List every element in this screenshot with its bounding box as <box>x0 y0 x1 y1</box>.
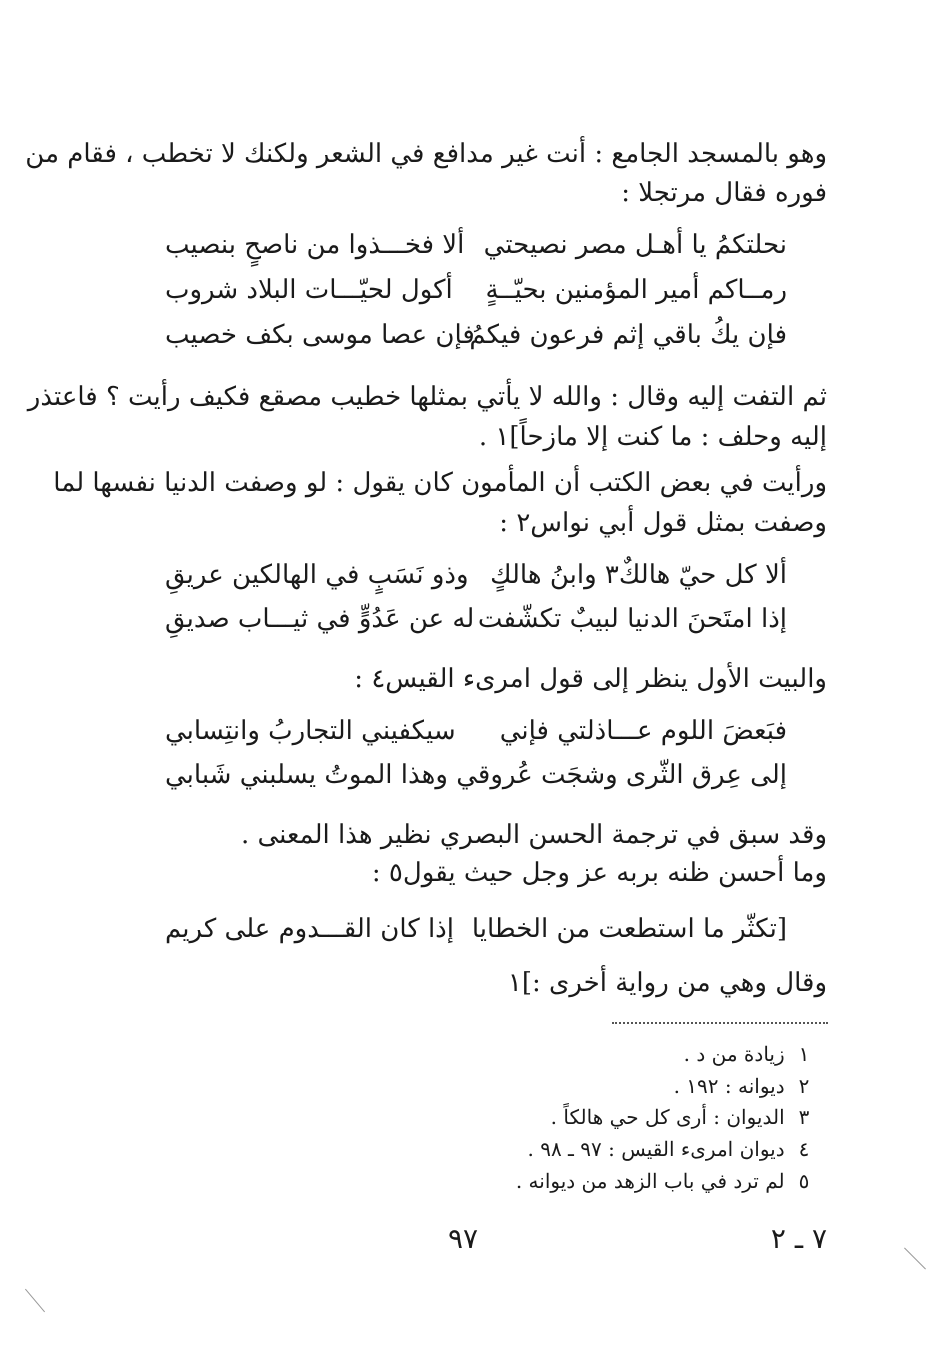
verse-hemistich: سيكفيني التجاربُ وانتِسابي <box>165 716 456 746</box>
page-number: ٩٧ <box>448 1222 479 1255</box>
footnote-number: ٥ <box>798 1169 810 1193</box>
verse-hemistich: فبَعضَ اللوم عـــاذلتي فإني <box>499 716 787 746</box>
footnote-text: ديوان امرىء القيس : ٩٧ ـ ٩٨ . <box>527 1137 785 1161</box>
verse-hemistich: وهذا الموتُ يسلبني شَبابي <box>165 760 448 790</box>
prose-line: وهو بالمسجد الجامع : أنت غير مدافع في الشعر ولكنك لا تخطب ، فقام من <box>25 139 827 169</box>
verse-hemistich: فإن عصا موسى بكف خصيب <box>165 320 475 350</box>
footnote-text: لم ترد في باب الزهد من ديوانه . <box>515 1169 785 1193</box>
footnote <box>516 1167 817 1195</box>
footnote-separator <box>612 1022 828 1024</box>
verse-hemistich: إلى عِرق الثّرى وشجَت عُروقي <box>456 760 787 790</box>
signature-mark: ٧ ـ ٢ <box>770 1222 827 1255</box>
prose-line: والبيت الأول ينظر إلى قول امرىء القيس٤ : <box>354 664 827 694</box>
footnote-number: ٢ <box>798 1074 810 1098</box>
prose-line: وقال وهي من رواية أخرى :]١ <box>507 968 827 998</box>
footnote <box>551 1103 817 1131</box>
footnote <box>684 1040 817 1068</box>
footnote-number: ٤ <box>798 1137 810 1161</box>
verse-hemistich: نحلتكمُ يا أهـل مصر نصيحتي <box>483 230 787 260</box>
verse-hemistich: أكول لحيّـــات البلاد شروب <box>165 275 453 305</box>
prose-line: وصفت بمثل قول أبي نواس٢ : <box>499 508 827 538</box>
verse-hemistich: فإن يكُ باقي إثم فرعون فيكمُ <box>469 320 787 350</box>
footnote-text: ديوانه : ١٩٢ . <box>673 1074 785 1098</box>
footnote <box>674 1072 817 1100</box>
footnote-number: ٣ <box>798 1105 810 1129</box>
prose-line: وقد سبق في ترجمة الحسن البصري نظير هذا المعنى . <box>240 820 827 850</box>
prose-line: ثم التفت إليه وقال : والله لا يأتي بمثلها خطيب مصقع فكيف رأيت ؟ فاعتذر <box>27 382 827 412</box>
verse-hemistich: [تكثّر ما استطعت من الخطايا <box>471 914 787 944</box>
verse-hemistich: إذا كان القـــدوم على كريم <box>165 914 454 944</box>
prose-line: فوره فقال مرتجلا : <box>621 178 827 208</box>
verse-hemistich: إذا امتَحنَ الدنيا لبيبٌ تكشّفت <box>477 604 787 634</box>
footnote-text: زيادة من د . <box>683 1042 785 1066</box>
prose-line: وما أحسن ظنه بربه عز وجل حيث يقول٥ : <box>371 858 827 888</box>
prose-line: ورأيت في بعض الكتب أن المأمون كان يقول : لو وصفت الدنيا نفسها لما <box>53 468 827 498</box>
verse-hemistich: ألا كل حيّ هالكٌ٣ وابنُ هالكٍ <box>490 560 787 590</box>
verse-hemistich: رمــاكم أمير المؤمنين بحيّــةٍ <box>485 275 787 305</box>
verse-hemistich: ألا فخـــذوا من ناصحٍ بنصيب <box>165 230 465 260</box>
scan-mark <box>904 1248 926 1270</box>
footnote-number: ١ <box>798 1042 810 1066</box>
scan-mark <box>25 1289 45 1313</box>
verse-hemistich: وذو نَسَبٍ في الهالكين عريقِ <box>165 560 469 590</box>
footnote-text: الديوان : أرى كل حي هالكاً . <box>550 1105 785 1129</box>
verse-hemistich: له عن عَدُوٍّ في ثيـــاب صديقِ <box>165 604 475 634</box>
prose-line: إليه وحلف : ما كنت إلا مازحاً]١ . <box>478 422 827 452</box>
footnote <box>527 1135 817 1163</box>
